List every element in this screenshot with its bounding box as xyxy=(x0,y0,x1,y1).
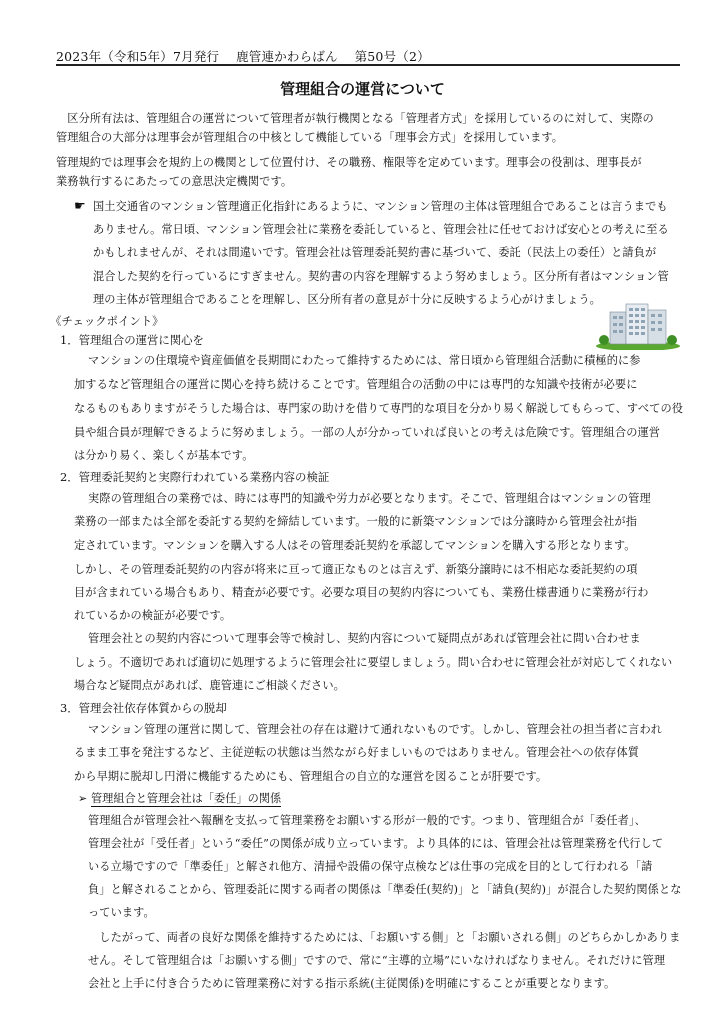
intro-line-4: 業務執行するにあたっての意思決定機関です。 xyxy=(56,175,293,188)
section-2-line: しょう。不適切であれば適切に処理するように管理会社に要望しましょう。問い合わせに管理会社が対応してくれない xyxy=(74,656,673,669)
section-3-line: から早期に脱却し円滑に機能するためにも、管理組合の自立的な運営を図ることが肝要です。 xyxy=(74,770,548,783)
section-2-line: 場合など疑問点があれば、鹿管連にご相談ください。 xyxy=(74,679,345,692)
pointing-hand-icon: ☛ xyxy=(74,199,86,214)
subsection-line: 管理会社が「受任者」という“委任”の関係が成り立っています。より具体的には、管理会社は管理業務を代行して xyxy=(88,837,664,850)
section-2-line: しかし、その管理委託契約の内容が将来に亘って適正なものとは言えず、新築分譲時には不相応な委託契約の項 xyxy=(74,563,638,576)
note-line-1: 国土交通省のマンション管理適正化指針にあるように、マンション管理の主体は管理組合であることは言うまでも xyxy=(93,200,668,213)
checkpoint-label: 《チェックポイント》 xyxy=(50,314,164,328)
building-illustration xyxy=(596,302,680,350)
note-line-5: 理の主体が管理組合であることを理解し、区分所有者の意見が十分に反映するよう心がけましょう。 xyxy=(93,293,601,306)
section-1-line: なるものもありますがそうした場合は、専門家の助けを借りて専門的な項目を分かり易く解説してもらって、すべての役 xyxy=(74,402,684,415)
subsection-line: 会社と上手に付き合うために管理業務に対する指示系統(主従関係)を明確にすることが重要となります。 xyxy=(88,977,616,990)
subsection-line: いる立場ですので「準委任」と解され他方、清掃や設備の保守点検などは仕事の完成を目的として行われる「請 xyxy=(88,860,653,873)
subsection-line: っています。 xyxy=(88,906,155,919)
section-3-heading: 3．管理会社依存体質からの脱却 xyxy=(60,701,227,715)
header-divider xyxy=(56,64,680,66)
section-2-heading: 2．管理委託契約と実際行われている業務内容の検証 xyxy=(60,470,330,484)
page-title: 管理組合の運営について xyxy=(280,80,445,98)
section-1-heading: 1．管理組合の運営に関心を xyxy=(60,333,204,347)
section-2-line: 目が含まれている場合もあり、精査が必要です。必要な項目の契約内容についても、業務仕様書通りに業務が行わ xyxy=(74,586,649,599)
intro-line-3: 管理規約では理事会を規約上の機関として位置付け、その職務、権限等を定めています。理事会の役割は、理事長が xyxy=(56,156,642,169)
section-1-line: 加するなど管理組合の運営に関心を持ち続けることです。管理組合の活動の中には専門的な知識や技術が必要に xyxy=(74,378,638,391)
subsection-heading-text: 管理組合と管理会社は「委任」の関係 xyxy=(90,792,282,805)
note-line-3: かもしれませんが、それは間違いです。管理会社は管理委託契約書に基づいて、委託（民法上の委任）と請負が xyxy=(93,246,657,259)
subsection-heading xyxy=(78,789,281,809)
section-2-line: れているかの検証が必要です。 xyxy=(74,609,232,622)
arrow-bullet-icon: ➢ xyxy=(78,792,88,805)
subsection-line: 負」と解されることから、管理委託に関する両者の関係は「準委任(契約)」と「請負(契約)」が混合した契約関係とな xyxy=(88,883,682,896)
intro-line-2: 管理組合の大部分は理事会が管理組合の中核として機能している「理事会方式」を採用しています。 xyxy=(56,131,564,144)
section-3-line: るまま工事を発注するなど、主従逆転の状態は当然ながら好ましいものではありません。管理会社への依存体質 xyxy=(74,746,640,759)
subsection-line: せん。そして管理組合は「お願いする側」ですので、常に“主導的立場”にいなければなりません。それだけに管理 xyxy=(88,954,666,967)
note-line-4: 混合した契約を行っているにすぎません。契約書の内容を理解するよう努めましょう。区分所有者はマンション管 xyxy=(93,270,669,283)
page-header: 2023年（令和5年）7月発行 鹿管連かわらばん 第50号（2） xyxy=(56,49,430,64)
intro-line-1: 区分所有法は、管理組合の運営について管理者が執行機関となる「管理者方式」を採用しているのに対して、実際の xyxy=(56,112,654,125)
section-1-line: は分かり易く、楽しくが基本です。 xyxy=(74,449,254,462)
section-3-line: マンション管理の運営に関して、管理会社の存在は避けて通れないものです。しかし、管理会社の担当者に言われ xyxy=(88,723,663,736)
subsection-line: 管理組合が管理会社へ報酬を支払って管理業務をお願いする形が一般的です。つまり、管理組合が「委任者」、 xyxy=(88,814,646,827)
section-2-line: 業務の一部または全部を委託する契約を締結しています。一般的に新築マンションでは分譲時から管理会社が指 xyxy=(74,515,637,528)
section-2-line: 管理会社との契約内容について理事会等で検討し、契約内容について疑問点があれば管理会社に問い合わせま xyxy=(88,632,641,645)
note-line-2: ありません。常日頃、マンション管理会社に業務を委託していると、管理会社に任せておけば安心との考えに至る xyxy=(93,223,669,236)
subsection-line: したがって、両者の良好な関係を維持するためには、「お願いする側」と「お願いされる側」のどちらかしかありま xyxy=(88,931,681,944)
section-1-line: 員や組合員が理解できるように努めましょう。一部の人が分かっていれば良いとの考えは危険です。管理組合の運営 xyxy=(74,426,661,439)
section-2-line: 定されています。マンションを購入する人はその管理委託契約を承認してマンションを購入する形となります。 xyxy=(74,539,636,552)
section-2-line: 実際の管理組合の業務では、時には専門的知識や労力が必要となります。そこで、管理組合はマンションの管理 xyxy=(88,492,651,505)
section-1-line: マンションの住環境や資産価値を長期間にわたって維持するためには、常日頃から管理組合活動に積極的に参 xyxy=(88,354,641,367)
